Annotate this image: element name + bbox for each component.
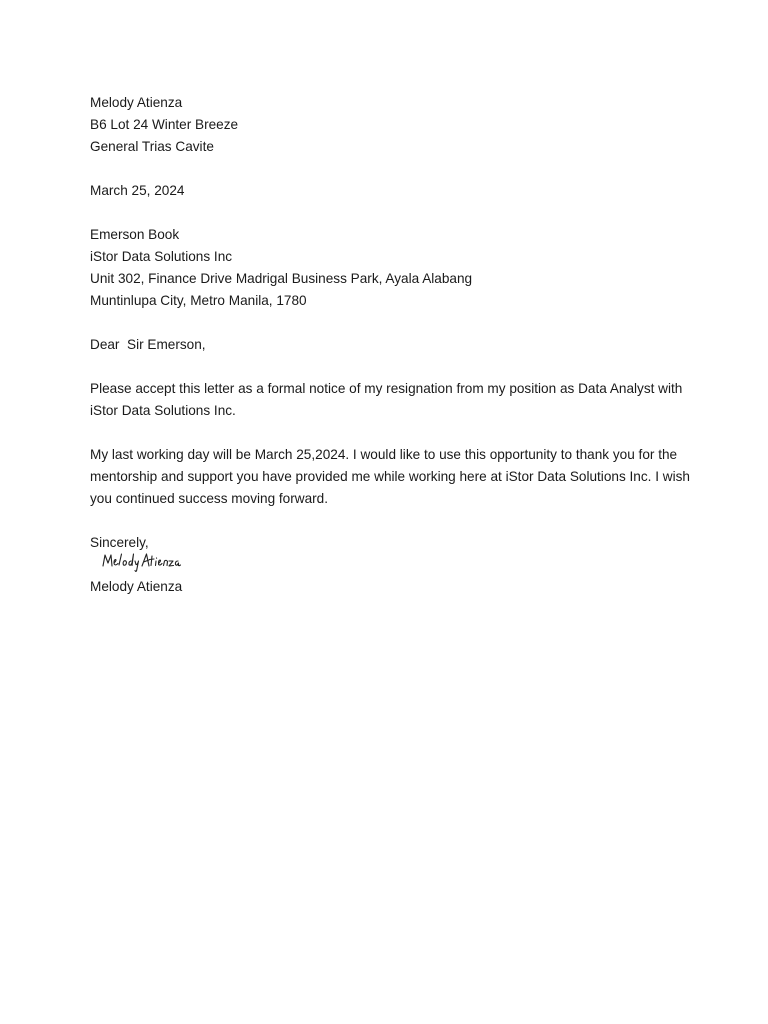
sender-address-line1: B6 Lot 24 Winter Breeze [90, 117, 239, 132]
sender-name: Melody Atienza [90, 95, 183, 110]
resignation-letter [90, 92, 690, 598]
sender-address-block [90, 92, 690, 158]
recipient-address-block [90, 224, 690, 312]
signature-printed-name: Melody Atienza [90, 579, 183, 594]
handwritten-signature [101, 547, 193, 573]
salutation: Dear Sir Emerson, [90, 337, 206, 352]
recipient-company: iStor Data Solutions Inc [90, 249, 233, 264]
body-paragraph-2: My last working day will be March 25,2024. I would like to use this opportunity to thank you for the mentorship and support you have provided me while working here at iStor Data Solutions Inc. I wish you continued success moving forward. [90, 447, 690, 506]
recipient-address-line2: Muntinlupa City, Metro Manila, 1780 [90, 293, 307, 308]
recipient-name: Emerson Book [90, 227, 180, 242]
recipient-address-line1: Unit 302, Finance Drive Madrigal Business Park, Ayala Alabang [90, 271, 473, 286]
body-paragraph-1: Please accept this letter as a formal notice of my resignation from my position as Data Analyst with iStor Data Solutions Inc. [90, 381, 683, 418]
salutation-block [90, 334, 690, 356]
closing-block [90, 532, 690, 598]
letter-date: March 25, 2024 [90, 183, 185, 198]
closing: Sincerely, [90, 535, 149, 550]
date-block [90, 180, 690, 202]
sender-address-line2: General Trias Cavite [90, 139, 214, 154]
